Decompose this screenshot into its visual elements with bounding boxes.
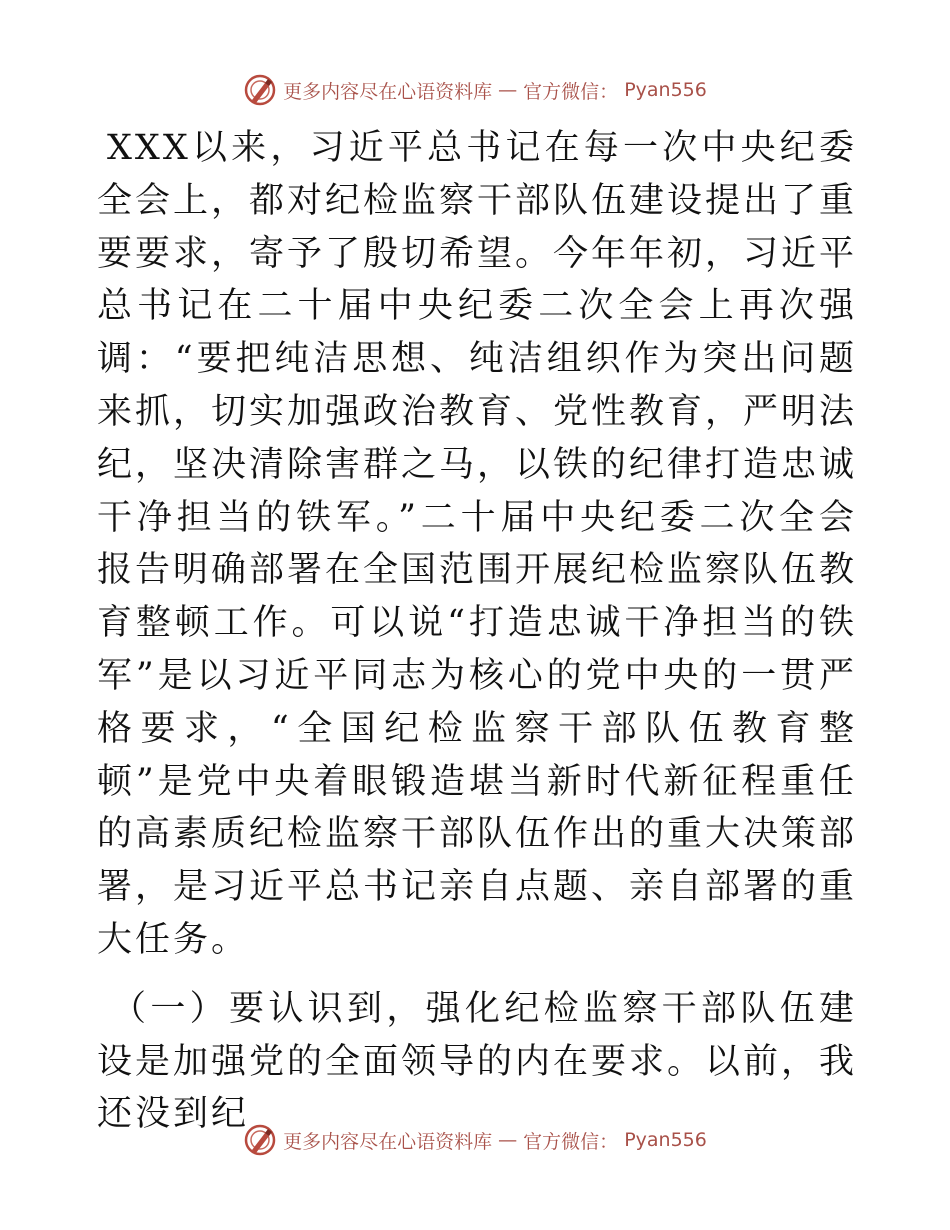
footer-banner-title: 更多内容尽在心语资料库 <box>283 1130 493 1153</box>
body-paragraph: XXX以来，习近平总书记在每一次中央纪委全会上，都对纪检监察干部队伍建设提出了重要要求，寄予了殷切希望。今年年初，习近平总书记在二十届中央纪委二次全会上再次强调：“要把纯洁思想、纯洁组织作为突出问题来抓，切实加强政治教育、党性教育，严明法纪，坚决清除害群之马，以铁的纪律打造忠诚干净担当的铁军。”二十届中央纪委二次全会报告明确部署在全国范围开展纪检监察队伍教育整顿工作。可以说“打造忠诚干净担当的铁军”是以习近平同志为核心的党中央的一贯严格要求，“全国纪检监察干部队伍教育整顿”是党中央着眼锻造堪当新时代新征程重任的高素质纪检监察干部队伍作出的重大决策部署，是习近平总书记亲自点题、亲自部署的重大任务。 <box>97 128 858 960</box>
header-banner <box>0 70 950 110</box>
footer-banner <box>0 1120 950 1160</box>
footer-banner-separator: — <box>498 1129 518 1151</box>
footer-banner-wechat-label: 官方微信： <box>523 1130 619 1153</box>
body-paragraph-section-heading: （一）要认识到，强化纪检监察干部队伍建设是加强党的全面领导的内在要求。以前，我还没到纪 <box>97 988 858 1135</box>
header-banner-wechat-id: Pyan556 <box>624 79 707 101</box>
pen-logo-icon <box>243 73 277 107</box>
document-body <box>97 122 857 1141</box>
pen-logo-icon <box>243 1123 277 1157</box>
header-banner-title: 更多内容尽在心语资料库 <box>283 80 493 103</box>
footer-banner-wechat-id: Pyan556 <box>624 1129 707 1151</box>
header-banner-wechat-label: 官方微信： <box>523 80 619 103</box>
header-banner-separator: — <box>498 79 518 101</box>
